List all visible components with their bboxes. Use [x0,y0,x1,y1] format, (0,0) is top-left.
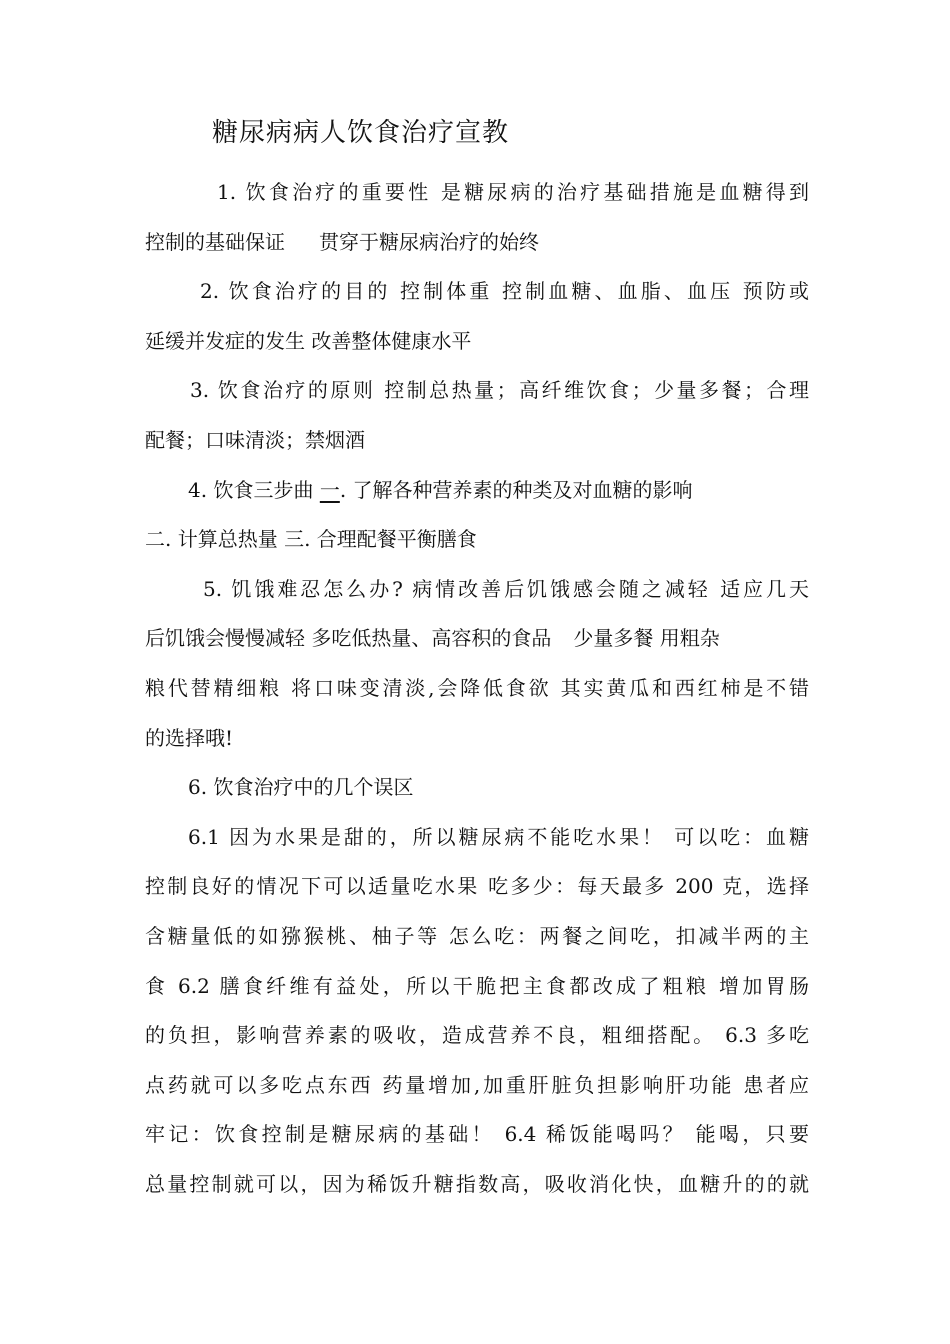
section-6-line: 总量控制就可以，因为稀饭升糖指数高，吸收消化快，血糖升的的就 [145,1171,809,1196]
section-3-line-1: 3. 饮食治疗的原则 控制总热量；高纤维饮食；少量多餐；合理 [190,378,809,403]
section-6-line: 食 6.2 膳食纤维有益处，所以干脆把主食都改成了粗粮 增加胃肠 [145,973,809,998]
section-5-line-1: 5. 饥饿难忍怎么办? 病情改善后饥饿感会随之减轻 适应几天 [203,576,809,601]
section-1-line-1: 1. 饮食治疗的重要性 是糖尿病的治疗基础措施是血糖得到 [217,180,809,204]
section-5-line-4: 的选择哦! [145,725,234,750]
document-title: 糖尿病病人饮食治疗宣教 [212,118,510,148]
section-5-line-2-part-b: 少量多餐 用粗杂 [573,626,720,651]
section-2-line-1: 2. 饮食治疗的目的 控制体重 控制血糖、血脂、血压 预防或 [200,279,809,304]
section-4-step-1-text: . 了解各种营养素的种类及对血糖的影响 [339,477,693,502]
section-1-line-2-part-a: 控制的基础保证 [145,229,285,254]
section-2-line-2: 延缓并发症的发生 改善整体健康水平 [145,328,472,353]
section-4-step-1-mark: 一 [319,477,340,502]
section-6-line: 的负担，影响营养素的吸收，造成营养不良，粗细搭配。 6.3 多吃 [145,1023,809,1048]
section-5-line-3: 粮代替精细粮 将口味变清淡,会降低食欲 其实黄瓜和西红柿是不错 [145,675,809,700]
section-4-line-2: 二. 计算总热量 三. 合理配餐平衡膳食 [145,527,477,552]
section-1-line-2 [145,218,809,268]
section-6-line: 点药就可以多吃点东西 药量增加,加重肝脏负担影响肝功能 患者应 [145,1072,809,1097]
section-3-line-2: 配餐；口味清淡；禁烟酒 [145,427,365,452]
section-6-line: 牢记：饮食控制是糖尿病的基础！ 6.4 稀饭能喝吗？ 能喝，只要 [145,1122,809,1147]
section-6-line: 控制良好的情况下可以适量吃水果 吃多少：每天最多 200 克，选择 [145,874,809,899]
section-5-line-2-part-a: 后饥饿会慢慢减轻 多吃低热量、高容积的食品 [145,626,552,651]
section-6-line: 6.1 因为水果是甜的，所以糖尿病不能吃水果！ 可以吃：血糖 [188,824,809,849]
document-body [145,168,809,1209]
section-5-line-2 [145,614,809,664]
section-4-prefix: 4. 饮食三步曲 [188,477,314,502]
section-6-heading: 6. 饮食治疗中的几个误区 [188,775,414,800]
section-1-line-2-part-b: 贯穿于糖尿病治疗的始终 [319,229,539,254]
section-4-line-1 [145,466,809,516]
section-6-line: 含糖量低的如猕猴桃、柚子等 怎么吃：两餐之间吃，扣减半两的主 [145,923,809,948]
